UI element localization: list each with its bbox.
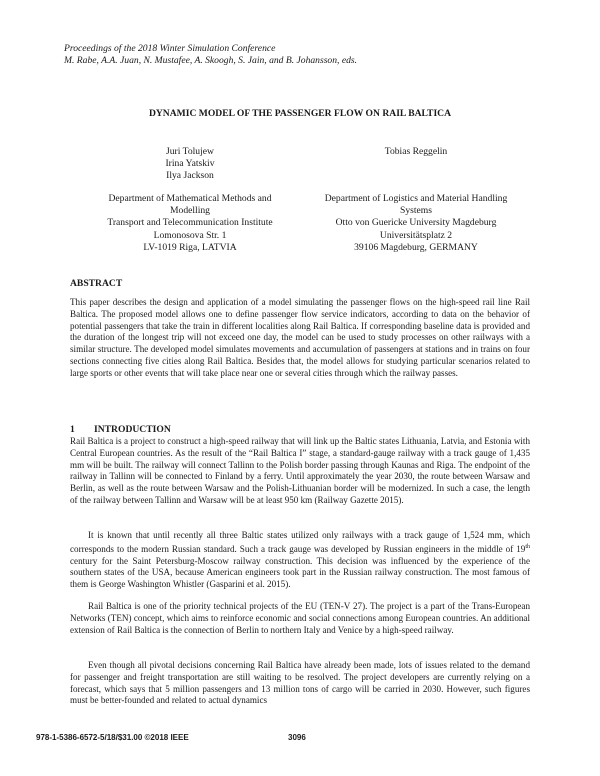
intro-paragraph-4: Even though all pivotal decisions concerning Rail Baltica have already been made, lots of issues related to the demand for passenger and freight transportation are still waiting to be resolved. The project developers are currently relying on a forecast, which says that 5 million passengers and 13 million tons of cargo will be carried in 2030. However, such figures must be better-founded and related to actual dynamics bbox=[70, 660, 530, 706]
authors-left bbox=[70, 146, 310, 183]
proceedings-line-1: Proceedings of the 2018 Winter Simulation Conference bbox=[64, 43, 276, 54]
affiliation-line: 39106 Magdeburg, GERMANY bbox=[354, 241, 478, 253]
affiliation-left bbox=[70, 193, 310, 254]
affiliation-line: Lomonosova Str. 1 bbox=[153, 229, 227, 241]
affiliation-line: Modelling bbox=[170, 205, 210, 217]
author-name: Ilya Jackson bbox=[166, 170, 214, 182]
paragraph-text: It is known that until recently all three Baltic states utilized only railways with a track gauge of 1,524 mm, which corresponds to the modern Russian standard. Such a track gauge was developed by Russian engineers in the middle of 19 bbox=[70, 530, 530, 554]
affiliation-line: LV-1019 Riga, LATVIA bbox=[143, 241, 237, 253]
author-name: Juri Tolujew bbox=[166, 146, 214, 157]
authors-right bbox=[296, 146, 536, 158]
author-name: Tobias Reggelin bbox=[384, 146, 448, 157]
proceedings-line-2: M. Rabe, A.A. Juan, N. Mustafee, A. Skoogh, S. Jain, and B. Johansson, eds. bbox=[64, 54, 358, 66]
affiliation-line: Department of Logistics and Material Handling bbox=[324, 193, 508, 204]
section-number: 1 bbox=[70, 424, 75, 435]
paragraph-text: century for the Saint Petersburg-Moscow railway construction. This decision was influenced by the experience of the southern states of the USA, because American engineers took part in the Russian railway construction. The most famous of them is George Washington Whistler (Gasparini et al. 2015). bbox=[70, 555, 530, 590]
intro-paragraph-3: Rail Baltica is one of the priority technical projects of the EU (TEN-V 27). The project is a part of the Trans-European Networks (TEN) concept, which aims to reinforce economic and social connections among European countries. An additional extension of Rail Baltica is the connection of Berlin to northern Italy and Venice by a high-speed railway. bbox=[70, 601, 530, 635]
affiliation-line: Transport and Telecommunication Institute bbox=[107, 217, 273, 229]
affiliation-line: Department of Mathematical Methods and bbox=[108, 193, 272, 204]
author-name: Irina Yatskiv bbox=[165, 158, 215, 170]
superscript: th bbox=[525, 543, 530, 550]
abstract-text: This paper describes the design and application of a model simulating the passenger flows on the high-speed rail line Rail Baltica. The proposed model allows one to define passenger flow service indicators, according to data on the behavior of potential passengers that take the train in different localities along Rail Baltica. If corresponding baseline data is provided and the duration of the longest trip will not exceed one day, the model can be used to study processes on other railways with a similar structure. The developed model simulates movements and accumulation of passengers at stations and in trains on four sections connecting five cities along Rail Baltica. Besides that, the model allows for studying particular scenarios related to large sports or other events that will take place near one or several cities through which the railway passes. bbox=[70, 297, 530, 378]
intro-paragraph-1: Rail Baltica is a project to construct a high-speed railway that will link up the Baltic states Lithuania, Latvia, and Estonia with Central European countries. As the result of the “Rail Baltica I” stage, a standard-gauge railway with a track gauge of 1,435 mm will be built. The railway will connect Tallinn to the Polish border passing through Kaunas and Riga. The endpoint of the railway in Tallinn will be connected to Finland by a ferry. Until approximately the year 2030, the route between Warsaw and Berlin, as well as the route between Warsaw and the Polish-Lithuanian border will be modernized. In such a case, the length of the railway between Tallinn and Warsaw will be at least 950 km (Railway Gazette 2015). bbox=[70, 436, 530, 505]
affiliation-right bbox=[296, 193, 536, 254]
footer-isbn: 978-1-5386-6572-5/18/$31.00 ©2018 IEEE bbox=[36, 733, 189, 742]
affiliation-line: Otto von Guericke University Magdeburg bbox=[335, 217, 497, 229]
intro-paragraph-2 bbox=[70, 530, 530, 591]
page-number: 3096 bbox=[288, 733, 306, 742]
abstract-heading: ABSTRACT bbox=[70, 278, 123, 289]
paper-title: DYNAMIC MODEL OF THE PASSENGER FLOW ON RAIL BALTICA bbox=[148, 108, 452, 119]
section-heading bbox=[70, 424, 171, 435]
proceedings-header bbox=[64, 43, 357, 66]
affiliation-line: Universitätsplatz 2 bbox=[379, 229, 453, 241]
section-title: INTRODUCTION bbox=[94, 424, 171, 435]
affiliation-line: Systems bbox=[400, 205, 432, 217]
